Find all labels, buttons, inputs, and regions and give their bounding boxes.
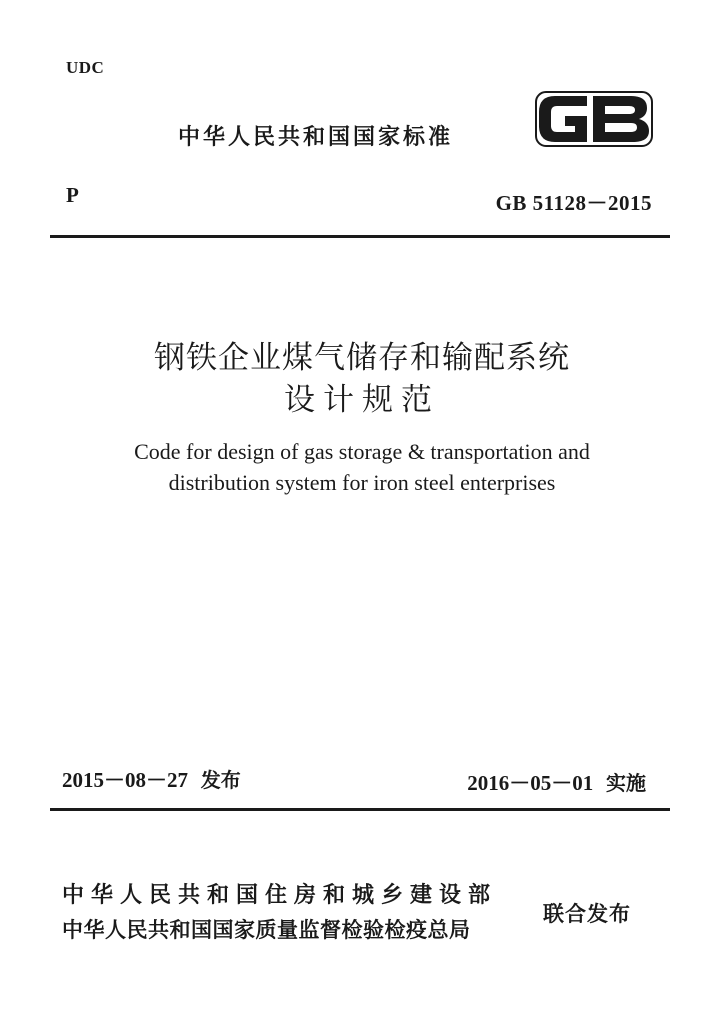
title-english-line2: distribution system for iron steel enterprises <box>168 470 556 495</box>
gb-logo-letter-b <box>593 96 649 142</box>
bottom-divider <box>50 808 670 811</box>
implement-date: 2016－05－01 <box>467 771 594 795</box>
implement-label: 实施 <box>606 771 646 795</box>
release-label: 发布 <box>200 768 241 792</box>
title-chinese-line1: 钢铁企业煤气储存和输配系统 <box>154 340 570 376</box>
release-info <box>62 764 241 794</box>
title-chinese-line2: 设计规范 <box>284 382 440 418</box>
gb-logo <box>535 90 653 148</box>
issuer-aqsiq: 中华人民共和国国家质量监督检验检疫总局 <box>62 918 471 942</box>
top-divider <box>50 235 670 238</box>
implement-info <box>467 767 646 797</box>
release-date: 2015－08－27 <box>62 768 188 792</box>
title-english-line1: Code for design of gas storage & transportation and <box>134 439 590 464</box>
category-letter: P <box>66 183 79 207</box>
standard-number: GB 51128－2015 <box>495 191 652 215</box>
joint-issue-label: 联合发布 <box>543 902 631 926</box>
gb-logo-letter-g <box>539 96 587 142</box>
national-standard-heading: 中华人民共和国国家标准 <box>178 125 454 150</box>
udc-label: UDC <box>66 58 105 77</box>
issuer-ministry: 中华人民共和国住房和城乡建设部 <box>62 883 498 908</box>
